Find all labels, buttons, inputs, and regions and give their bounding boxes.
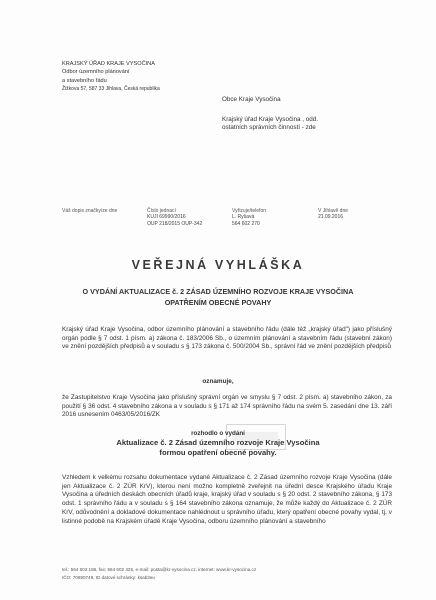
- recipient-block: [222, 96, 318, 133]
- recipient-line2: Krajský úřad Kraje Vysočina , odd.: [222, 115, 319, 123]
- ref-handler: [232, 208, 266, 227]
- ref-file-number: [147, 208, 202, 227]
- ref-your-letter: [62, 208, 117, 214]
- document-subtitle-line1: O VYDÁNÍ AKTUALIZACE č. 2 ZÁSAD ÚZEMNÍHO ROZVOJE KRAJE VYSOČINA: [82, 287, 354, 296]
- ref-date-value: 21.09.2016: [318, 214, 344, 221]
- ref-handler-label: Vyřizuje/telefon: [232, 208, 266, 214]
- sender-address: Žižkova 57, 587 33 Jihlava, Česká republika: [62, 85, 160, 92]
- recipient-line1: Obce Kraje Vysočina: [222, 96, 281, 103]
- sender-department-line2: a stavebního řádu: [62, 77, 107, 84]
- decision-body: [40, 438, 396, 458]
- document-title: VEŘEJNÁ VYHLÁŠKA: [131, 258, 305, 272]
- decision-title: rozhodlo o vydání: [191, 430, 245, 437]
- footer-ids: IČO: 70890749, ID datové schránky: ksab3eu: [62, 575, 155, 580]
- decision-line1: Aktualizace č. 2 Zásad územního rozvoje Kraje Vysočina: [116, 438, 320, 447]
- recipient-line3: ostatních správních činností - zde: [222, 124, 316, 132]
- ref-file-number-value2: OUP 218/2015 OUP-342: [147, 220, 203, 227]
- announces-heading: oznamuje,: [202, 378, 234, 385]
- sender-organization: KRAJSKÝ ÚŘAD KRAJE VYSOČINA: [62, 61, 155, 67]
- ref-your-letter-label: Váš dopis značky/ze dne: [62, 208, 118, 214]
- recipient-spacer: [222, 105, 318, 116]
- ref-date: [318, 208, 348, 221]
- ref-date-label: V Jihlavě dne: [318, 208, 349, 214]
- reference-row: [0, 208, 436, 232]
- ref-handler-name: L. Ryšavá: [232, 214, 255, 221]
- footer-contact: tel.: 564 602 186, fax: 564 602 425, e-mail: posta@kr-vysocina.cz, internet: www.kr-vysocina.cz: [62, 567, 257, 572]
- ref-file-number-label: Číslo jednací: [147, 208, 176, 214]
- intro-paragraph: Krajský úřad Kraje Vysočina, odbor územního plánování a stavebního řádu (dále též „krajský úřad") jako příslušný orgán podle § 7 odst. 1 písm. a) zákona č. 183/2006 Sb., o územním plánování a stavebním řádu (stavební zákon) ve znění pozdějších předpisů a v souladu s § 173 zákona č. 500/2004 Sb., správní řád ve znění pozdějších předpisů: [62, 326, 392, 351]
- document-subtitle-line2: OPATŘENÍM OBECNÉ POVAHY: [164, 298, 272, 307]
- ref-file-number-value1: KUJI 69990/2016: [147, 214, 186, 221]
- decision-line2: formou opatření obecné povahy.: [159, 448, 277, 457]
- sender-block: [62, 60, 160, 93]
- extent-paragraph: Vzhledem k velkému rozsahu dokumentace vydané Aktualizace č. 2 Zásad územního rozvoje Kraje Vysočina (dále jen Aktualizace č. 2 ZÚR KrV), kterou není možno kompletně zveřejnit na úřední desce Krajského úřadu Kraje Vysočina a úředních deskách obecních úřadů kraje, krajský úřad v souladu s § 20 odst. 2 stavebního zákona, § 173 odst. 1 správního řádu a v souladu s § 164 stavebního zákona oznamuje, že může každý do Aktualizace č. 2 ZÚR KrV, odůvodnění a dokladové dokumentace nahlédnout u správního úřadu, který opatření obecné povahy vydal, tj. v listinné podobě na Krajském úřadě Kraje Vysočina, odboru územního plánování a stavebního: [62, 474, 392, 525]
- ref-handler-phone: 564 602 270: [232, 220, 260, 227]
- page-footer: [62, 566, 392, 582]
- document-subtitle: [40, 286, 396, 308]
- sender-department-line1: Odbor územního plánování: [62, 69, 130, 76]
- council-paragraph: že Zastupitelstvo Kraje Vysočina jako příslušný správní orgán ve smyslu § 7 odst. 2 písm. a) stavebního zákon, za použití § 36 odst. 4 stavebního zákona a v souladu s § 171 až 174 správního řádu na svém 5. zasedání dne 13. září 2016 usnesením 0463/05/2016/ZK: [62, 394, 392, 419]
